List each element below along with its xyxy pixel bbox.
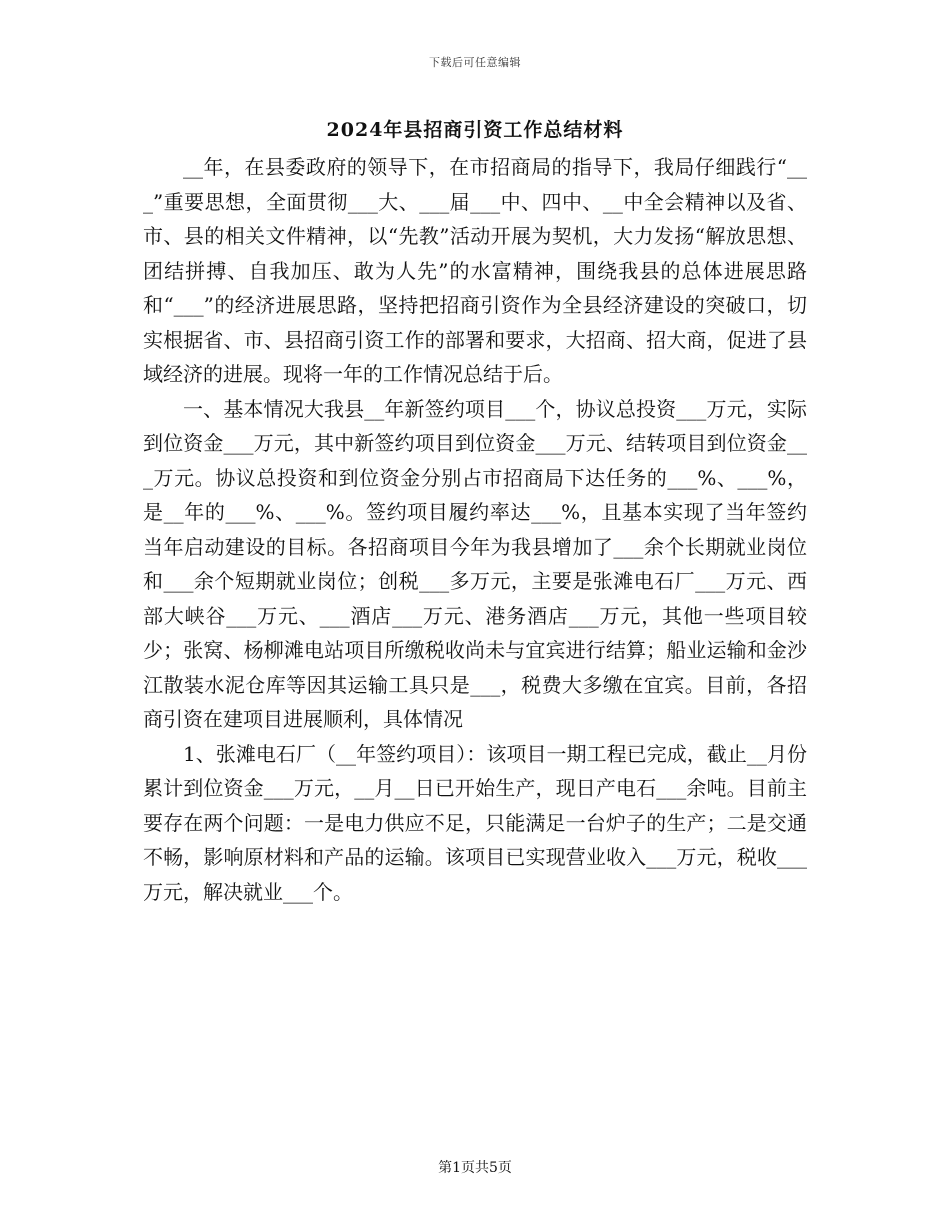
page-number: 第1页共5页 [438, 1160, 512, 1176]
page-header-note: 下载后可任意编辑 [429, 56, 521, 69]
document-title: 2024年县招商引资工作总结材料 [326, 119, 624, 141]
document-body [143, 150, 807, 909]
paragraph-zhangtan-project: 1、张滩电石厂（__年签约项目）：该项目一期工程已完成，截止__月份累计到位资金___万元，__月__日已开始生产，现日产电石___余吨。目前主要存在两个问题：一是电力供应不足，只能满足一台炉子的生产；二是交通不畅，影响原材料和产品的运输。该项目已实现营业收入___万元，税收___万元，解决就业___个。 [143, 741, 807, 904]
paragraph-basic-situation: 一、基本情况大我县__年新签约项目___个，协议总投资___万元，实际到位资金___万元，其中新签约项目到位资金___万元、结转项目到位资金___万元。协议总投资和到位资金分别占市招商局下达任务的___%、___%，是__年的___%、___%。签约项目履约率达___%，且基本实现了当年签约当年启动建设的目标。各招商项目今年为我县增加了___余个长期就业岗位和___余个短期就业岗位；创税___多万元，主要是张滩电石厂___万元、西部大峡谷___万元、___酒店___万元、港务酒店___万元，其他一些项目较少；张窝、杨柳滩电站项目所缴税收尚未与宜宾进行结算；船业运输和金沙江散装水泥仓库等因其运输工具只是___，税费大多缴在宜宾。目前，各招商引资在建项目进展顺利，具体情况 [143, 396, 807, 731]
paragraph-intro: __年，在县委政府的领导下，在市招商局的指导下，我局仔细践行“___”重要思想，全面贯彻___大、___届___中、四中、__中全会精神以及省、市、县的相关文件精神，以“先教”活动开展为契机，大力发扬“解放思想、团结拼搏、自我加压、敢为人先”的水富精神，围绕我县的总体进展思路和“___”的经济进展思路，坚持把招商引资作为全县经济建设的突破口，切实根据省、市、县招商引资工作的部署和要求，大招商、招大商，促进了县域经济的进展。现将一年的工作情况总结于后。 [143, 155, 807, 386]
